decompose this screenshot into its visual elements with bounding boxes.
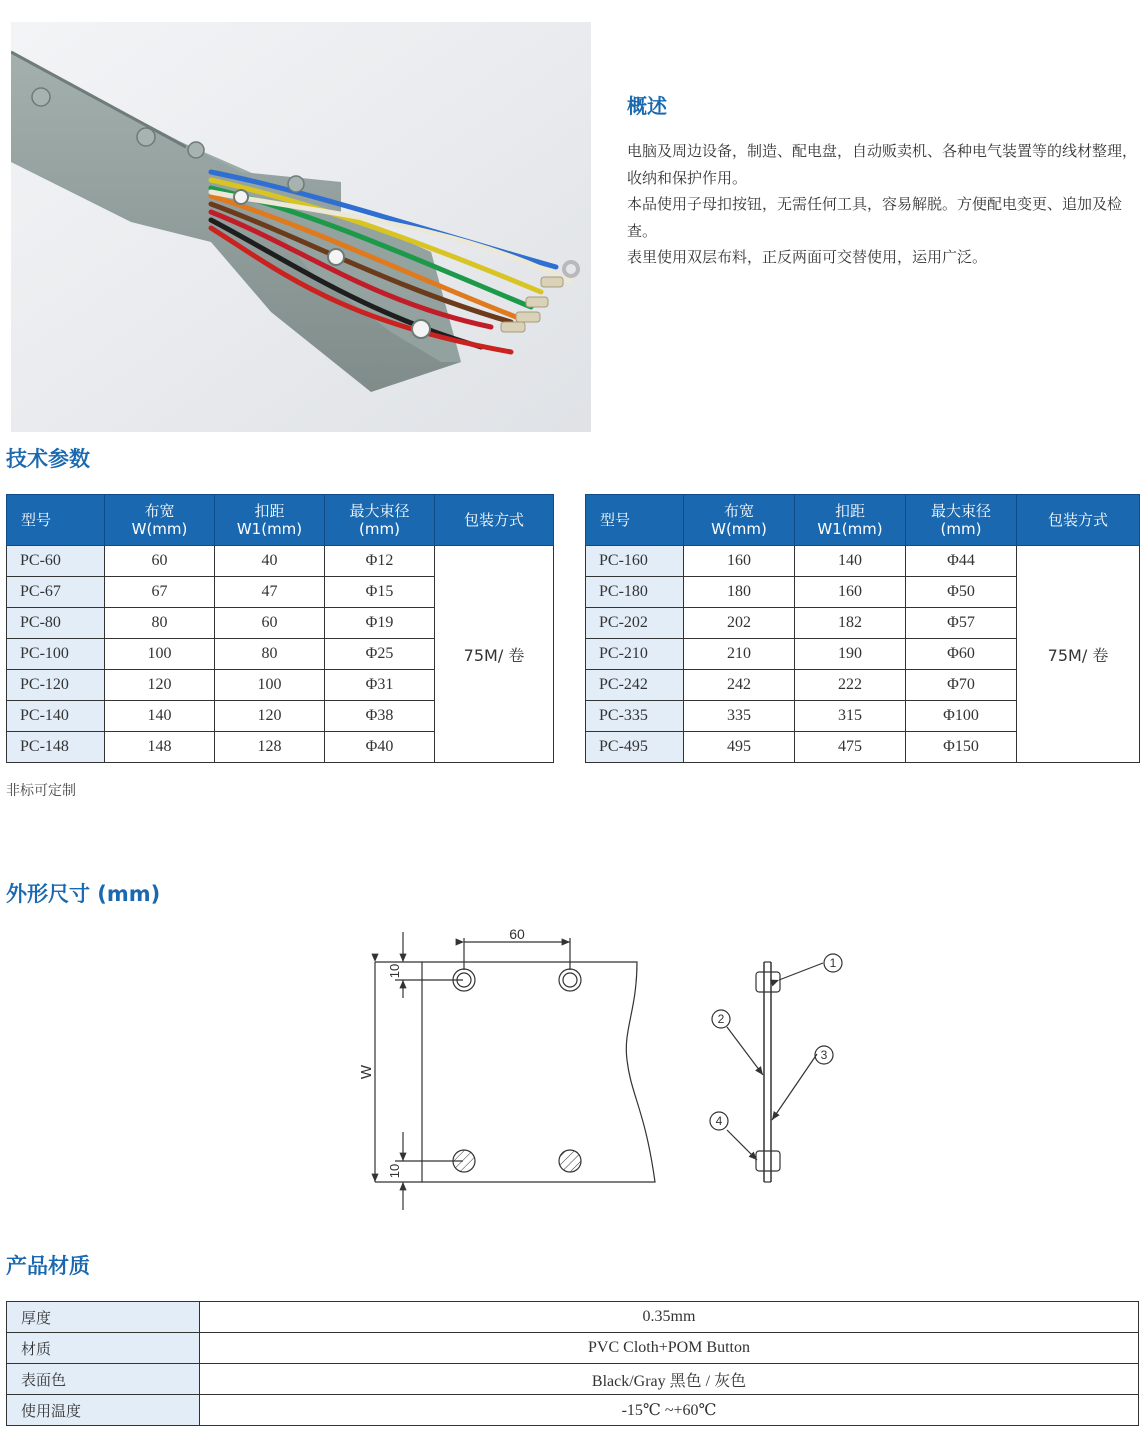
material-label: 材质 — [7, 1333, 200, 1364]
width-cell: 140 — [105, 701, 215, 732]
bundle-cell: Φ12 — [325, 546, 435, 577]
material-value: Black/Gray 黑色 / 灰色 — [200, 1364, 1139, 1395]
bundle-cell: Φ57 — [906, 608, 1017, 639]
material-value: 0.35mm — [200, 1302, 1139, 1333]
overview-paragraph: 本品使用子母扣按钮，无需任何工具，容易解脱。方便配电变更、追加及检查。 — [627, 195, 1123, 240]
model-cell: PC-148 — [7, 732, 105, 763]
callout-3: 3 — [820, 1048, 828, 1062]
callout-4: 4 — [715, 1114, 723, 1128]
pitch-label: 60 — [509, 926, 525, 942]
pitch-cell: 222 — [795, 670, 906, 701]
pitch-cell: 160 — [795, 577, 906, 608]
top-offset-label: 10 — [387, 963, 402, 979]
pitch-cell: 100 — [215, 670, 325, 701]
pitch-cell: 120 — [215, 701, 325, 732]
bundle-cell: Φ19 — [325, 608, 435, 639]
pitch-cell: 315 — [795, 701, 906, 732]
bundle-cell: Φ100 — [906, 701, 1017, 732]
header-bundle: 最大束径 (mm) — [906, 495, 1017, 546]
bundle-cell: Φ15 — [325, 577, 435, 608]
overview-paragraph: 表里使用双层布料，正反两面可交替使用，运用广泛。 — [627, 248, 988, 266]
width-cell: 67 — [105, 577, 215, 608]
model-cell: PC-140 — [7, 701, 105, 732]
model-cell: PC-100 — [7, 639, 105, 670]
bundle-cell: Φ38 — [325, 701, 435, 732]
material-section-title: 产品材质 — [6, 1254, 90, 1278]
packing-cell: 75M/ 卷 — [1017, 546, 1140, 763]
spec-table-right — [585, 494, 1140, 763]
model-cell: PC-120 — [7, 670, 105, 701]
width-label: W — [358, 1064, 375, 1080]
width-cell: 495 — [684, 732, 795, 763]
material-label: 表面色 — [7, 1364, 200, 1395]
width-cell: 120 — [105, 670, 215, 701]
material-label: 使用温度 — [7, 1395, 200, 1426]
custom-note: 非标可定制 — [6, 783, 76, 799]
bundle-cell: Φ31 — [325, 670, 435, 701]
pitch-cell: 80 — [215, 639, 325, 670]
model-cell: PC-80 — [7, 608, 105, 639]
width-cell: 100 — [105, 639, 215, 670]
bundle-cell: Φ44 — [906, 546, 1017, 577]
pitch-cell: 47 — [215, 577, 325, 608]
overview-text — [627, 138, 1142, 271]
material-row — [7, 1364, 1139, 1395]
pitch-cell: 128 — [215, 732, 325, 763]
header-width: 布宽 W(mm) — [684, 495, 795, 546]
header-width: 布宽 W(mm) — [105, 495, 215, 546]
width-cell: 335 — [684, 701, 795, 732]
model-cell: PC-160 — [586, 546, 684, 577]
bottom-offset-label: 10 — [387, 1163, 402, 1179]
model-cell: PC-242 — [586, 670, 684, 701]
spec-section-title: 技术参数 — [6, 447, 90, 471]
bundle-cell: Φ70 — [906, 670, 1017, 701]
material-value: PVC Cloth+POM Button — [200, 1333, 1139, 1364]
material-row — [7, 1395, 1139, 1426]
material-value: -15℃ ~+60℃ — [200, 1395, 1139, 1426]
width-cell: 210 — [684, 639, 795, 670]
width-cell: 80 — [105, 608, 215, 639]
model-cell: PC-67 — [7, 577, 105, 608]
header-pitch: 扣距 W1(mm) — [215, 495, 325, 546]
spec-table-left — [6, 494, 554, 763]
width-cell: 60 — [105, 546, 215, 577]
model-cell: PC-180 — [586, 577, 684, 608]
bundle-cell: Φ150 — [906, 732, 1017, 763]
width-cell: 202 — [684, 608, 795, 639]
product-photo — [11, 22, 591, 432]
bundle-cell: Φ60 — [906, 639, 1017, 670]
pitch-cell: 475 — [795, 732, 906, 763]
header-model: 型号 — [7, 495, 105, 546]
header-model: 型号 — [586, 495, 684, 546]
overview-title: 概述 — [627, 94, 667, 118]
model-cell: PC-210 — [586, 639, 684, 670]
table-row — [7, 546, 554, 577]
overview-paragraph: 电脑及周边设备，制造、配电盘，自动贩卖机、各种电气装置等的线材整理，收纳和保护作用。 — [627, 142, 1138, 187]
width-cell: 180 — [684, 577, 795, 608]
dimension-drawing — [355, 920, 855, 1220]
header-packing: 包装方式 — [435, 495, 554, 546]
pitch-cell: 40 — [215, 546, 325, 577]
pitch-cell: 60 — [215, 608, 325, 639]
material-row — [7, 1302, 1139, 1333]
pitch-cell: 190 — [795, 639, 906, 670]
bundle-cell: Φ50 — [906, 577, 1017, 608]
callout-1: 1 — [829, 956, 837, 970]
model-cell: PC-335 — [586, 701, 684, 732]
dimension-section-title: 外形尺寸 (mm) — [6, 882, 161, 906]
model-cell: PC-495 — [586, 732, 684, 763]
bundle-cell: Φ25 — [325, 639, 435, 670]
material-row — [7, 1333, 1139, 1364]
callout-2: 2 — [717, 1012, 725, 1026]
model-cell: PC-202 — [586, 608, 684, 639]
model-cell: PC-60 — [7, 546, 105, 577]
width-cell: 160 — [684, 546, 795, 577]
pitch-cell: 182 — [795, 608, 906, 639]
bundle-cell: Φ40 — [325, 732, 435, 763]
material-table — [6, 1301, 1139, 1426]
width-cell: 242 — [684, 670, 795, 701]
header-packing: 包装方式 — [1017, 495, 1140, 546]
packing-cell: 75M/ 卷 — [435, 546, 554, 763]
pitch-cell: 140 — [795, 546, 906, 577]
header-bundle: 最大束径 (mm) — [325, 495, 435, 546]
header-pitch: 扣距 W1(mm) — [795, 495, 906, 546]
material-label: 厚度 — [7, 1302, 200, 1333]
width-cell: 148 — [105, 732, 215, 763]
table-row — [586, 546, 1140, 577]
